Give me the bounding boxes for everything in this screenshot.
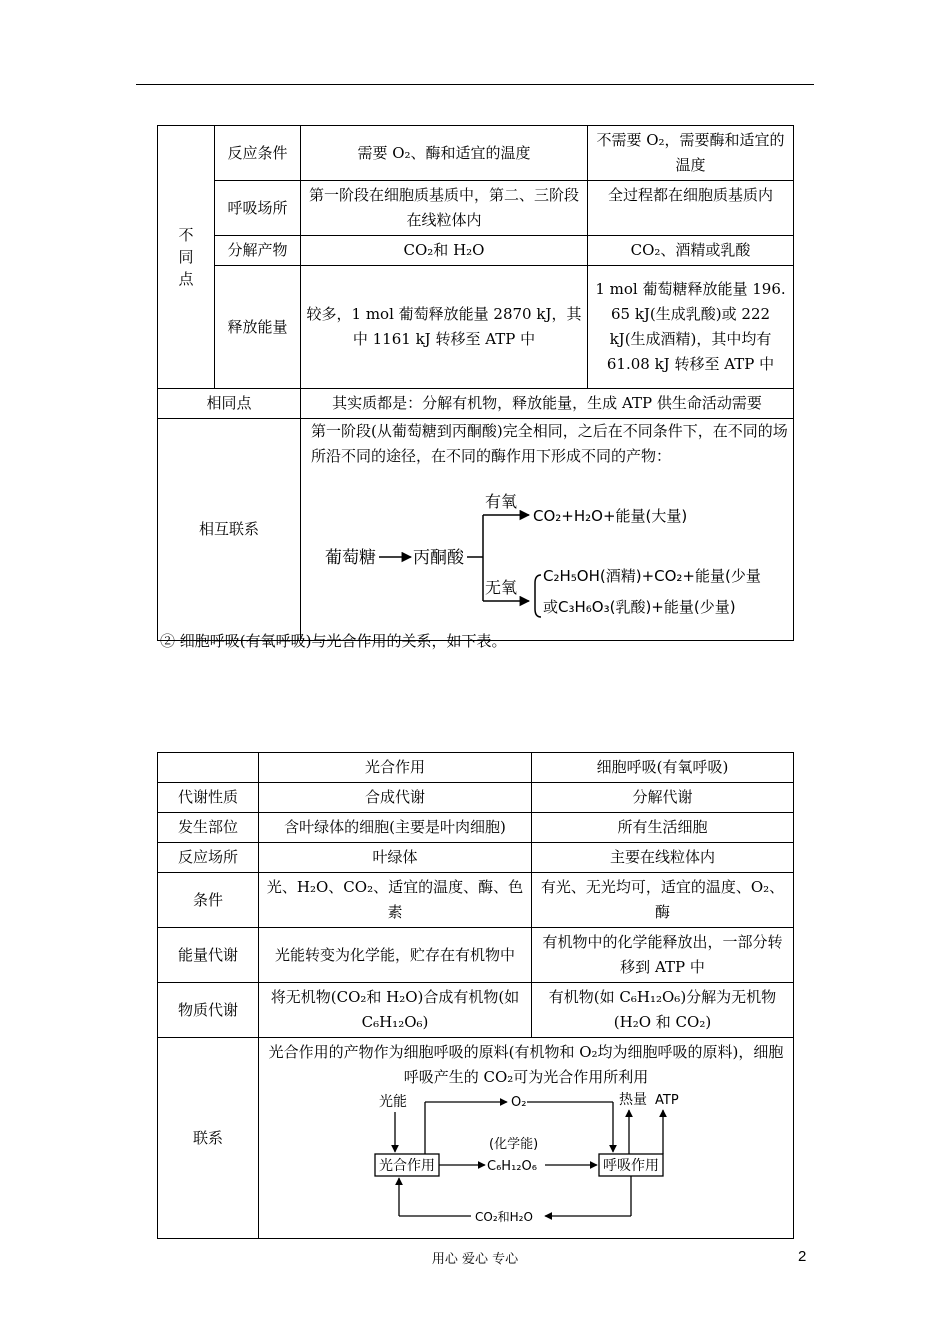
header-photosynthesis: 光合作用: [259, 753, 532, 783]
row-label: 反应场所: [158, 843, 259, 873]
respiration-cell: 主要在线粒体内: [532, 843, 794, 873]
link-cell: [259, 1038, 794, 1239]
photosynthesis-cell: 光、H₂O、CO₂、适宜的温度、酶、色素: [259, 873, 532, 928]
pyruvate-label: 丙酮酸: [413, 548, 464, 568]
link-label: 联系: [158, 1038, 259, 1239]
aerobic-cell: 第一阶段在细胞质基质中，第二、三阶段在线粒体内: [301, 181, 588, 236]
table-row: [158, 419, 794, 641]
aerobic-cell: CO₂和 H₂O: [301, 236, 588, 266]
respiration-pathway-diagram: [311, 469, 791, 619]
photosynthesis-cell: 含叶绿体的细胞(主要是叶肉细胞): [259, 813, 532, 843]
photo-label: 光合作用: [379, 1158, 435, 1174]
respiration-cell: 有机物中的化学能释放出，一部分转移到 ATP 中: [532, 928, 794, 983]
table-row: [158, 236, 794, 266]
photosynthesis-cell: 光能转变为化学能，贮存在有机物中: [259, 928, 532, 983]
respiration-cell: 有光、无光均可，适宜的温度、O₂、酶: [532, 873, 794, 928]
anaerobic-cell: 1 mol 葡萄糖释放能量 196. 65 kJ(生成乳酸)或 222 kJ(生成酒精)，其中均有 61.08 kJ 转移至 ATP 中: [588, 266, 794, 389]
row-label: 呼吸场所: [215, 181, 301, 236]
aerobic-cell: 较多，1 mol 葡萄释放能量 2870 kJ，其中 1161 kJ 转移至 ATP 中: [301, 266, 588, 389]
same-label: 相同点: [158, 389, 301, 419]
table-row: [158, 783, 794, 813]
table-row: [158, 266, 794, 389]
row-label: 发生部位: [158, 813, 259, 843]
anaerobic-cell: 不需要 O₂，需要酶和适宜的温度: [588, 126, 794, 181]
o2-label: O₂: [511, 1095, 527, 1110]
alcohol-product: C₂H₅OH(酒精)+CO₂+能量(少量: [543, 567, 761, 585]
photosynthesis-cell: 将无机物(CO₂和 H₂O)合成有机物(如 C₆H₁₂O₆): [259, 983, 532, 1038]
table-row: [158, 181, 794, 236]
aerobic-cell: 需要 O₂、酶和适宜的温度: [301, 126, 588, 181]
group-label-differences: 不 同 点: [158, 126, 215, 389]
page-number: 2: [798, 1248, 807, 1265]
row-label: 能量代谢: [158, 928, 259, 983]
photosynthesis-cell: 合成代谢: [259, 783, 532, 813]
link-cell: [301, 419, 794, 641]
table-row: [158, 1038, 794, 1239]
respiration-cell: 分解代谢: [532, 783, 794, 813]
respiration-cell: 有机物(如 C₆H₁₂O₆)分解为无机物(H₂O 和 CO₂): [532, 983, 794, 1038]
photosynthesis-cell: 叶绿体: [259, 843, 532, 873]
link-label: 相互联系: [158, 419, 301, 641]
resp-label: 呼吸作用: [603, 1158, 659, 1174]
header-blank: [158, 753, 259, 783]
header-respiration: 细胞呼吸(有氧呼吸): [532, 753, 794, 783]
table-row: [158, 389, 794, 419]
anaerobic-label: 无氧: [485, 578, 518, 597]
cycle-diagram: [361, 1090, 691, 1230]
caption-text: ② 细胞呼吸(有氧呼吸)与光合作用的关系，如下表。: [160, 632, 507, 650]
table-row: [158, 843, 794, 873]
row-label: 释放能量: [215, 266, 301, 389]
same-text: 其实质都是：分解有机物，释放能量，生成 ATP 供生命活动需要: [301, 389, 794, 419]
aerobic-product: CO₂+H₂O+能量(大量): [533, 507, 688, 525]
heat-label: 热量: [619, 1092, 647, 1108]
glucose-label: 葡萄糖: [325, 548, 376, 568]
table-row: [158, 126, 794, 181]
atp-label: ATP: [655, 1093, 679, 1108]
table-row: [158, 928, 794, 983]
row-label: 分解产物: [215, 236, 301, 266]
respiration-comparison-table: [157, 125, 794, 641]
light-label: 光能: [379, 1094, 407, 1110]
co2h2o-label: CO₂和H₂O: [475, 1210, 533, 1224]
anaerobic-cell: 全过程都在细胞质基质内: [588, 181, 794, 236]
aerobic-label: 有氧: [485, 492, 518, 511]
product-brace: [535, 575, 541, 617]
link-text: 光合作用的产物作为细胞呼吸的原料(有机物和 O₂均为细胞呼吸的原料)，细胞呼吸产生的 CO₂可为光合作用所利用: [268, 1043, 784, 1086]
lactic-product: 或C₃H₆O₃(乳酸)+能量(少量): [543, 598, 736, 616]
chem-label: (化学能): [489, 1137, 539, 1152]
anaerobic-cell: CO₂、酒精或乳酸: [588, 236, 794, 266]
row-label: 代谢性质: [158, 783, 259, 813]
photosynthesis-respiration-table: [157, 752, 794, 1239]
row-label: 条件: [158, 873, 259, 928]
link-text: 第一阶段(从葡萄糖到丙酮酸)完全相同，之后在不同条件下，在不同的场所沿不同的途径，在不同的酶作用下形成不同的产物：: [311, 422, 788, 465]
table-header-row: [158, 753, 794, 783]
header-rule: [136, 84, 814, 85]
footer-text: 用心 爱心 专心: [431, 1252, 519, 1267]
glucose-label: C₆H₁₂O₆: [487, 1159, 537, 1174]
table-row: [158, 983, 794, 1038]
respiration-cell: 所有生活细胞: [532, 813, 794, 843]
row-label: 物质代谢: [158, 983, 259, 1038]
table-row: [158, 873, 794, 928]
row-label: 反应条件: [215, 126, 301, 181]
table-row: [158, 813, 794, 843]
